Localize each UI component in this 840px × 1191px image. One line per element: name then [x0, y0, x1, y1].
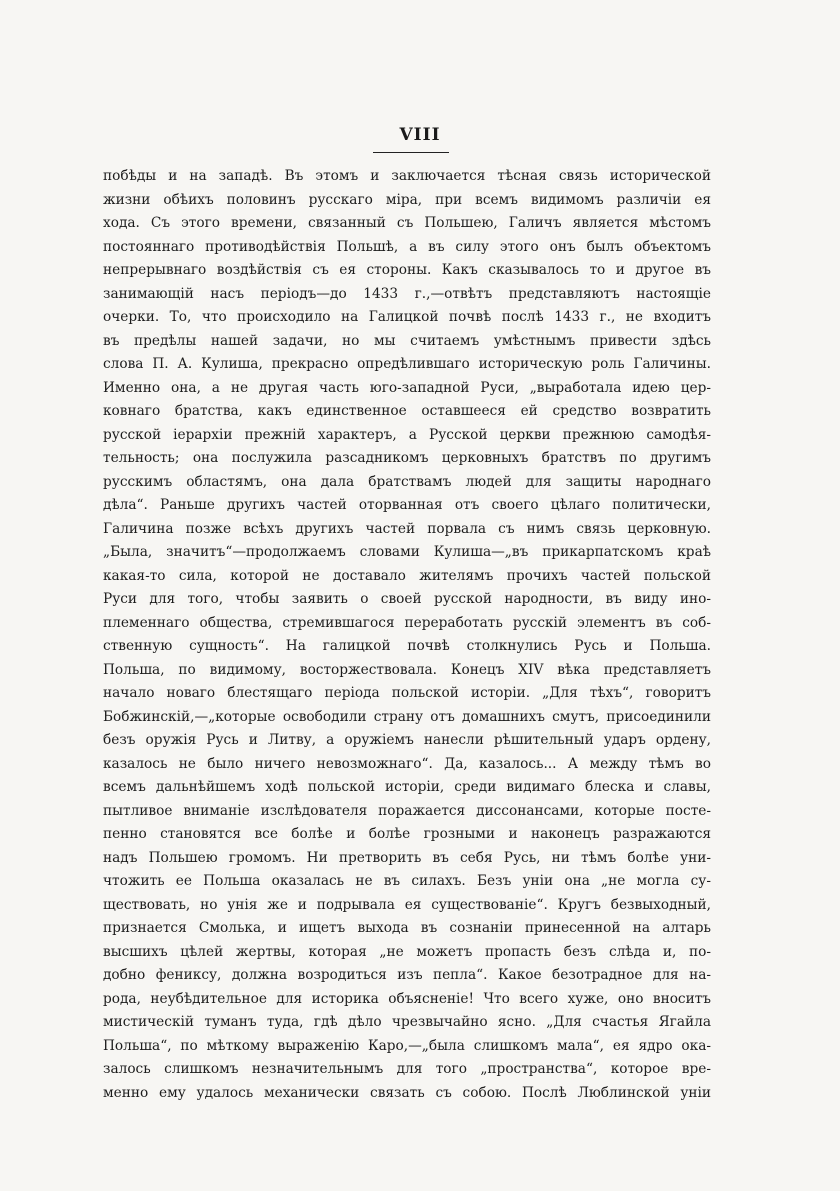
text-line: тельность; она послужила разсадникомъ церковныхъ братствъ по другимъ: [103, 450, 711, 466]
text-line: ковнаго братства, какъ единственное оставшееся ей средство возвратить: [103, 403, 711, 419]
text-line: менно ему удалось механически связать съ собою. Послѣ Люблинской уніи: [103, 1084, 711, 1101]
text-line: русскимъ областямъ, она дала братствамъ людей для защиты народнаго: [103, 473, 711, 490]
text-line: жизни обѣихъ половинъ русскаго міра, при всемъ видимомъ различіи ея: [103, 191, 711, 208]
text-line: племеннаго общества, стремившагося переработать русскій элементъ въ соб-: [103, 614, 711, 631]
text-line: чтожить ее Польша оказалась не въ силахъ. Безъ уніи она „не могла су-: [103, 873, 711, 889]
text-line: высшихъ цѣлей жертвы, которая „не можетъ пропасть безъ слѣда и, по-: [103, 943, 711, 960]
text-line: казалось не было ничего невозможнаго“. Да, казалось... А между тѣмъ во: [103, 755, 711, 772]
text-line: Именно она, а не другая часть юго-западной Руси, „выработала идею цер-: [103, 379, 711, 396]
text-line: пенно становятся все болѣе и болѣе грозными и наконецъ разражаются: [103, 826, 711, 842]
text-line: побѣды и на западѣ. Въ этомъ и заключается тѣсная связь исторической: [103, 168, 711, 184]
text-line: всемъ дальнѣйшемъ ходѣ польской исторіи, среди видимаго блеска и славы,: [103, 779, 711, 795]
text-line: пытливое вниманіе изслѣдователя поражается диссонансами, которые посте-: [103, 802, 711, 819]
text-line: Польша, по видимому, восторжествовала. Конецъ XIV вѣка представляетъ: [103, 661, 711, 678]
text-line: Галичина позже всѣхъ другихъ частей порвала съ нимъ связь церковную.: [103, 520, 711, 537]
text-line: добно фениксу, должна возродиться изъ пепла“. Какое безотрадное для на-: [103, 967, 711, 983]
text-line: начало новаго блестящаго періода польской исторіи. „Для тѣхъ“, говоритъ: [103, 685, 711, 701]
text-line: залось слишкомъ незначительнымъ для того „пространства“, которое вре-: [103, 1061, 711, 1077]
text-line: занимающій насъ періодъ—до 1433 г.,—отвѣтъ представляютъ настоящіе: [103, 285, 711, 302]
text-line: надъ Польшею громомъ. Ни претворить въ себя Русь, ни тѣмъ болѣе уни-: [103, 849, 711, 866]
page-number: VIII: [399, 125, 441, 145]
header-rule: [373, 152, 449, 153]
text-line: постояннаго противодѣйствія Польшѣ, а въ силу этого онъ былъ объектомъ: [103, 238, 711, 255]
text-line: Польша“, по мѣткому выраженію Каро,—„была слишкомъ мала“, ея ядро ока-: [103, 1037, 711, 1054]
text-line: русской іерархіи прежній характеръ, а Русской церкви прежнюю самодѣя-: [103, 426, 711, 443]
text-line: непрерывнаго воздѣйствія съ ея стороны. Какъ сказывалось то и другое въ: [103, 262, 711, 278]
text-line: слова П. А. Кулиша, прекрасно опредѣлившаго историческую роль Галичины.: [103, 356, 711, 372]
text-line: хода. Съ этого времени, связанный съ Польшею, Галичъ является мѣстомъ: [103, 215, 711, 231]
body-text: [103, 165, 711, 1105]
text-line: ществовать, но унія же и подрывала ея существованіе“. Кругъ безвыходный,: [103, 896, 711, 913]
text-line: ственную сущность“. На галицкой почвѣ столкнулись Русь и Польша.: [103, 638, 711, 654]
text-line: признается Смолька, и ищетъ выхода въ сознаніи принесенной на алтарь: [103, 920, 711, 936]
text-line: очерки. То, что происходило на Галицкой почвѣ послѣ 1433 г., не входитъ: [103, 309, 711, 325]
text-line: Бобжинскій,—„которые освободили страну отъ домашнихъ смутъ, присоединили: [103, 708, 711, 725]
text-line: какая-то сила, которой не доставало жителямъ прочихъ частей польской: [103, 567, 711, 584]
text-line: дѣла“. Раньше другихъ частей оторванная отъ своего цѣлаго политически,: [103, 497, 711, 513]
text-line: Руси для того, чтобы заявить о своей русской народности, въ виду ино-: [103, 591, 711, 607]
text-line: безъ оружія Русь и Литву, а оружіемъ нанесли рѣшительный ударъ ордену,: [103, 732, 711, 748]
text-line: въ предѣлы нашей задачи, но мы считаемъ умѣстнымъ привести здѣсь: [103, 332, 711, 349]
text-line: мистическій туманъ туда, гдѣ дѣло чрезвычайно ясно. „Для счастья Ягайла: [103, 1014, 711, 1030]
text-line: рода, неубѣдительное для историка объясненіе! Что всего хуже, оно вноситъ: [103, 990, 711, 1007]
text-line: „Была, значитъ“—продолжаемъ словами Кулиша—„въ прикарпатскомъ краѣ: [103, 544, 711, 560]
